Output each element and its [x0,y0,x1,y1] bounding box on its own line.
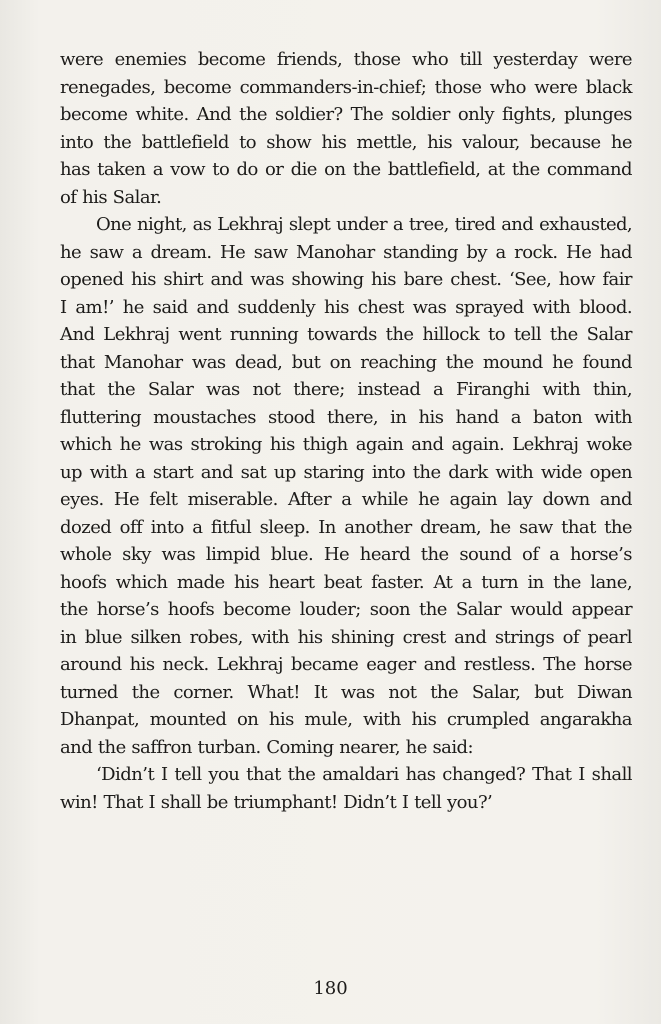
text-line: around his neck. Lekhraj became eager and restless. The horse [60,654,632,675]
text-line: were enemies become friends, those who till yesterday were [60,49,632,70]
page-number: 180 [313,978,348,999]
text-line: into the battlefield to show his mettle, his valour, because he [60,131,632,153]
body-text [60,46,632,816]
text-line: that Manohar was dead, but on reaching the mound he found [60,351,632,373]
text-line: up with a start and sat up staring into the dark with wide open [60,461,632,483]
text-line: dozed off into a fitful sleep. In another dream, he saw that the [60,516,632,538]
text-line: whole sky was limpid blue. He heard the sound of a horse’s [60,544,632,565]
text-line: hoofs which made his heart beat faster. At a turn in the lane, [60,571,632,593]
text-line: renegades, become commanders-in-chief; those who were black [60,76,632,98]
paragraph-2 [60,211,632,761]
text-line: and the saffron turban. Coming nearer, he said: [60,736,474,758]
text-line: eyes. He felt miserable. After a while he again lay down and [60,489,632,510]
text-line: he saw a dream. He saw Manohar standing by a rock. He had [60,241,632,263]
text-line: win! That I shall be triumphant! Didn’t I tell you?’ [60,791,493,813]
text-line: And Lekhraj went running towards the hillock to tell the Salar [60,324,632,345]
text-line: which he was stroking his thigh again and again. Lekhraj woke [60,434,632,455]
text-line: turned the corner. What! It was not the Salar, but Diwan [60,681,632,703]
paragraph-1 [60,46,632,211]
text-line: the horse’s hoofs become louder; soon the Salar would appear [60,599,632,620]
text-line: opened his shirt and was showing his bare chest. ‘See, how fair [60,269,632,290]
text-line: that the Salar was not there; instead a Firanghi with thin, [60,379,632,400]
text-line: in blue silken robes, with his shining crest and strings of pearl [60,626,632,648]
text-line: ‘Didn’t I tell you that the amaldari has changed? That I shall [96,764,632,785]
text-line: I am!’ he said and suddenly his chest was sprayed with blood. [60,296,632,318]
text-line: of his Salar. [60,186,162,208]
text-line: has taken a vow to do or die on the battlefield, at the command [60,159,632,180]
paragraph-3 [60,761,632,816]
text-line: One night, as Lekhraj slept under a tree, tired and exhausted, [96,214,632,235]
text-line: Dhanpat, mounted on his mule, with his crumpled angarakha [60,709,632,730]
text-line: fluttering moustaches stood there, in his hand a baton with [60,406,632,428]
text-line: become white. And the soldier? The soldier only fights, plunges [60,104,632,125]
